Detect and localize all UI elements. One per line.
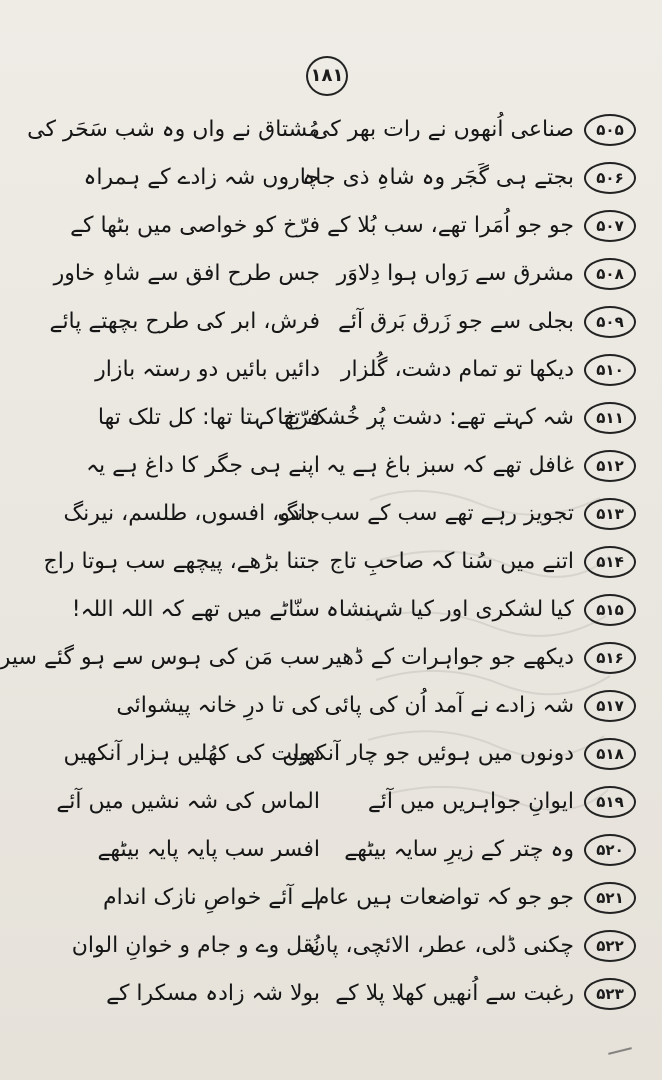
verse-number: ۵۱۸ xyxy=(584,738,636,770)
verse-first-line: جو جو کہ تواضعات ہیں عام xyxy=(315,885,574,910)
verse-row xyxy=(0,106,662,154)
verse-row xyxy=(0,682,662,730)
verse-row xyxy=(0,778,662,826)
verse-second-line: اپنے ہی جگر کا داغ ہے یہ xyxy=(86,453,320,478)
verse-row xyxy=(0,970,662,1018)
page-number: ۱۸۱ xyxy=(306,56,348,96)
verse-number: ۵۱۴ xyxy=(584,546,636,578)
verse-row xyxy=(0,826,662,874)
verse-number: ۵۱۱ xyxy=(584,402,636,434)
verse-number: ۵۲۳ xyxy=(584,978,636,1010)
verse-row xyxy=(0,394,662,442)
verse-second-line: جادو، افسوں، طلسم، نیرنگ xyxy=(63,501,320,526)
verse-first-line: بجلی سے جو زَرق بَرق آئے xyxy=(338,309,574,334)
verse-row xyxy=(0,874,662,922)
verse-row xyxy=(0,730,662,778)
verse-row xyxy=(0,250,662,298)
verse-row xyxy=(0,922,662,970)
verse-second-line: چاروں شہ زادے کے ہمراہ xyxy=(83,165,320,190)
verse-row xyxy=(0,634,662,682)
verse-number: ۵۱۵ xyxy=(584,594,636,626)
verse-second-line: فرش، ابر کی طرح بچھتے پائے xyxy=(49,309,320,334)
verse-number: ۵۲۲ xyxy=(584,930,636,962)
pen-mark xyxy=(608,1047,632,1055)
verse-number: ۵۱۶ xyxy=(584,642,636,674)
verse-row xyxy=(0,346,662,394)
verse-first-line: غافل تھے کہ سبز باغ ہے یہ xyxy=(326,453,574,478)
verse-second-line: بولا شہ زادہ مسکرا کے xyxy=(106,981,320,1006)
verse-number: ۵۰۵ xyxy=(584,114,636,146)
verse-number: ۵۱۰ xyxy=(584,354,636,386)
verse-row xyxy=(0,202,662,250)
verse-first-line: تجویز رہے تھے سب کے سب دنگ xyxy=(277,501,574,526)
verse-first-line: اتنے میں سُنا کہ صاحبِ تاج xyxy=(329,549,574,574)
verse-number: ۵۲۱ xyxy=(584,882,636,914)
verse-first-line: شہ کہتے تھے: دشت پُر خُشک تھا xyxy=(277,405,574,430)
verse-first-line: وہ چتر کے زیرِ سایہ بیٹھے xyxy=(344,837,574,862)
verse-first-line: ایوانِ جواہریں میں آئے xyxy=(367,789,574,814)
verse-first-line: جو جو اُمَرا تھے، سب بُلا کے xyxy=(327,213,574,238)
verse-number: ۵۱۹ xyxy=(584,786,636,818)
verse-first-line: شہ زادے نے آمد اُن کی پائی xyxy=(324,693,574,718)
verse-second-line: سنّاٹے میں تھے کہ اللہ اللہ! xyxy=(71,597,320,622)
verse-row xyxy=(0,490,662,538)
verse-second-line: الماس کی شہ نشیں میں آئے xyxy=(56,789,320,814)
verse-second-line: سب مَن کی ہوس سے ہو گئے سیر xyxy=(0,645,320,670)
verse-second-line: جتنا بڑھے، پیچھے سب ہوتا راج xyxy=(43,549,320,574)
verse-row xyxy=(0,586,662,634)
verse-second-line: دائیں بائیں دو رستہ بازار xyxy=(95,357,320,382)
verse-row xyxy=(0,538,662,586)
verse-row xyxy=(0,154,662,202)
verse-number: ۵۰۹ xyxy=(584,306,636,338)
verse-row xyxy=(0,442,662,490)
verse-first-line: مشرق سے رَواں ہوا دِلاوَر xyxy=(336,261,574,286)
verse-second-line: لے آئے خواصِ نازک اندام xyxy=(102,885,320,910)
verse-second-line: نُقل وے و جام و خوانِ الوان xyxy=(71,933,320,958)
verse-number: ۵۰۷ xyxy=(584,210,636,242)
verse-second-line: دولت کی کھُلیں ہزار آنکھیں xyxy=(63,741,320,766)
verse-second-line: فرّخ کو خواصی میں بٹھا کے xyxy=(70,213,320,238)
verse-number: ۵۱۲ xyxy=(584,450,636,482)
verse-second-line: فرّخ کہتا تھا: کل تلک تھا xyxy=(97,405,320,430)
verse-first-line: دونوں میں ہوئیں جو چار آنکھیں xyxy=(282,741,574,766)
verse-number: ۵۲۰ xyxy=(584,834,636,866)
verse-second-line: افسر سب پایہ پایہ بیٹھے xyxy=(97,837,320,862)
verse-row xyxy=(0,298,662,346)
verse-number: ۵۱۳ xyxy=(584,498,636,530)
verse-first-line: دیکھے جو جواہرات کے ڈھیر xyxy=(323,645,574,670)
verse-first-line: دیکھا تو تمام دشت، گُلزار xyxy=(340,357,574,382)
verse-second-line: کی تا درِ خانہ پیشوائی xyxy=(116,693,320,718)
verse-number: ۵۰۸ xyxy=(584,258,636,290)
verse-number: ۵۰۶ xyxy=(584,162,636,194)
verse-first-line: کیا لشکری اور کیا شہنشاہ xyxy=(326,597,574,622)
verse-second-line: مُشتاق نے واں وہ شب سَحَر کی xyxy=(27,117,320,142)
verse-first-line: چکنی ڈلی، عطر، الائچی، پان xyxy=(309,933,574,958)
verse-first-line: صناعی اُنھوں نے رات بھر کی xyxy=(311,117,574,142)
verse-first-line: بجتے ہی گَجَر وہ شاہِ ذی جاہ xyxy=(302,165,574,190)
verse-first-line: رغبت سے اُنھیں کھلا پلا کے xyxy=(335,981,574,1006)
verse-second-line: جس طرح افق سے شاہِ خاور xyxy=(53,261,320,286)
verse-number: ۵۱۷ xyxy=(584,690,636,722)
